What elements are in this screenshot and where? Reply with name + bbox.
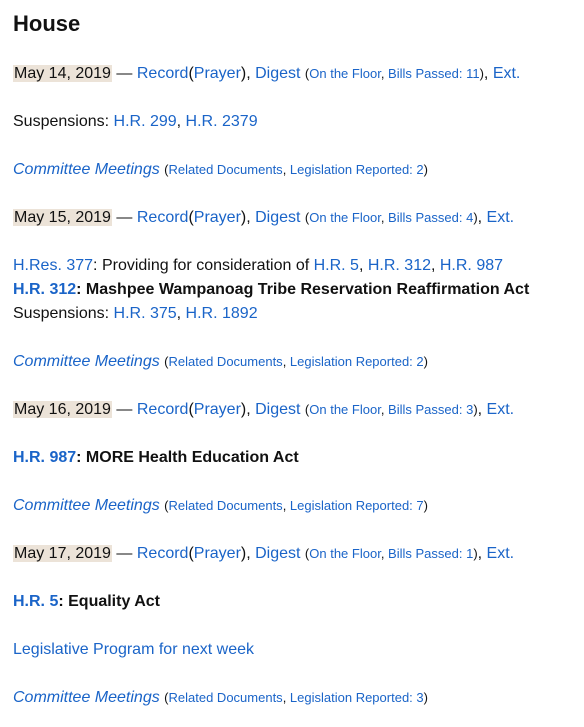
- record-link[interactable]: Record: [136, 545, 189, 562]
- digest-link[interactable]: Digest: [255, 401, 301, 418]
- legislative-program-line: [13, 638, 584, 662]
- digest-link[interactable]: Digest: [255, 65, 301, 82]
- on-the-floor-link[interactable]: On the Floor: [309, 66, 381, 81]
- bills-passed-link[interactable]: Bills Passed: 3: [388, 402, 474, 417]
- legislation-reported-link[interactable]: Legislation Reported: 2: [289, 162, 424, 177]
- bills-passed-link[interactable]: Bills Passed: 11: [388, 66, 480, 81]
- record-link[interactable]: Record: [136, 209, 189, 226]
- bill-title: : MORE Health Education Act: [76, 449, 299, 466]
- prayer-link[interactable]: Prayer: [193, 209, 241, 226]
- on-the-floor-link[interactable]: On the Floor: [309, 402, 381, 417]
- committee-meetings-link[interactable]: Committee Meetings: [13, 161, 160, 178]
- day-header: May 16, 2019 — Record(Prayer), Digest (On the Floor, Bills Passed: 3), Ext.: [14, 401, 515, 418]
- bill-link[interactable]: H.R. 375: [113, 305, 177, 322]
- page-title: House: [13, 11, 81, 36]
- prayer-link[interactable]: Prayer: [193, 401, 241, 418]
- legislation-reported-link[interactable]: Legislation Reported: 2: [289, 354, 424, 369]
- resolution-line: H.Res. 377: Providing for consideration of H.R. 5, H.R. 312, H.R. 987: [13, 257, 504, 274]
- featured-bill-line: [13, 590, 584, 614]
- related-documents-link[interactable]: Related Documents: [168, 354, 283, 369]
- day-date: May 14, 2019: [14, 65, 111, 82]
- featured-bill-line: [13, 278, 584, 302]
- related-documents-link[interactable]: Related Documents: [168, 690, 283, 705]
- prayer-link[interactable]: Prayer: [193, 65, 241, 82]
- bill-link[interactable]: H.R. 1892: [185, 305, 258, 322]
- featured-bill-line: [13, 446, 584, 470]
- related-documents-link[interactable]: Related Documents: [168, 162, 283, 177]
- legislation-reported-link[interactable]: Legislation Reported: 3: [289, 690, 424, 705]
- ext-link[interactable]: Ext.: [492, 65, 521, 82]
- digest-link[interactable]: Digest: [255, 545, 301, 562]
- legislative-program-link[interactable]: Legislative Program for next week: [13, 641, 254, 658]
- day-date: May 16, 2019: [14, 401, 111, 418]
- committee-meetings-link[interactable]: Committee Meetings: [13, 353, 160, 370]
- bill-link[interactable]: H.R. 312: [367, 257, 431, 274]
- on-the-floor-link[interactable]: On the Floor: [309, 546, 381, 561]
- committee-meetings-link[interactable]: Committee Meetings: [13, 497, 160, 514]
- suspensions-line: Suspensions: H.R. 375, H.R. 1892: [13, 305, 258, 322]
- prayer-link[interactable]: Prayer: [193, 545, 241, 562]
- committee-meetings-line: Committee Meetings (Related Documents, Legislation Reported: 2): [13, 353, 428, 370]
- bills-passed-link[interactable]: Bills Passed: 4: [388, 210, 474, 225]
- committee-meetings-line: Committee Meetings (Related Documents, Legislation Reported: 3): [13, 689, 428, 706]
- bill-link[interactable]: H.R. 5: [313, 257, 359, 274]
- resolution-link[interactable]: H.Res. 377: [13, 257, 94, 274]
- ext-link[interactable]: Ext.: [486, 209, 515, 226]
- bill-link[interactable]: H.R. 312: [13, 281, 77, 298]
- digest-link[interactable]: Digest: [255, 209, 301, 226]
- ext-link[interactable]: Ext.: [486, 401, 515, 418]
- day-header: May 17, 2019 — Record(Prayer), Digest (On the Floor, Bills Passed: 1), Ext.: [14, 545, 515, 562]
- bill-title: : Equality Act: [58, 593, 160, 610]
- record-link[interactable]: Record: [136, 65, 189, 82]
- committee-meetings-line: Committee Meetings (Related Documents, Legislation Reported: 7): [13, 497, 428, 514]
- ext-link[interactable]: Ext.: [486, 545, 515, 562]
- committee-meetings-link[interactable]: Committee Meetings: [13, 689, 160, 706]
- bill-link[interactable]: H.R. 2379: [185, 113, 258, 130]
- bill-link[interactable]: H.R. 987: [13, 449, 77, 466]
- suspensions-line: Suspensions: H.R. 299, H.R. 2379: [13, 113, 258, 130]
- day-header: May 15, 2019 — Record(Prayer), Digest (On the Floor, Bills Passed: 4), Ext.: [14, 209, 515, 226]
- bill-link[interactable]: H.R. 987: [439, 257, 504, 274]
- bill-link[interactable]: H.R. 299: [113, 113, 177, 130]
- day-date: May 17, 2019: [14, 545, 111, 562]
- bill-link[interactable]: H.R. 5: [13, 593, 59, 610]
- day-header: May 14, 2019 — Record(Prayer), Digest (On the Floor, Bills Passed: 11), Ext.: [14, 65, 521, 82]
- legislation-reported-link[interactable]: Legislation Reported: 7: [289, 498, 424, 513]
- day-date: May 15, 2019: [14, 209, 111, 226]
- on-the-floor-link[interactable]: On the Floor: [309, 210, 381, 225]
- related-documents-link[interactable]: Related Documents: [168, 498, 283, 513]
- bill-title: : Mashpee Wampanoag Tribe Reservation Reaffirmation Act: [76, 281, 530, 298]
- record-link[interactable]: Record: [136, 401, 189, 418]
- bills-passed-link[interactable]: Bills Passed: 1: [388, 546, 474, 561]
- committee-meetings-line: Committee Meetings (Related Documents, Legislation Reported: 2): [13, 161, 428, 178]
